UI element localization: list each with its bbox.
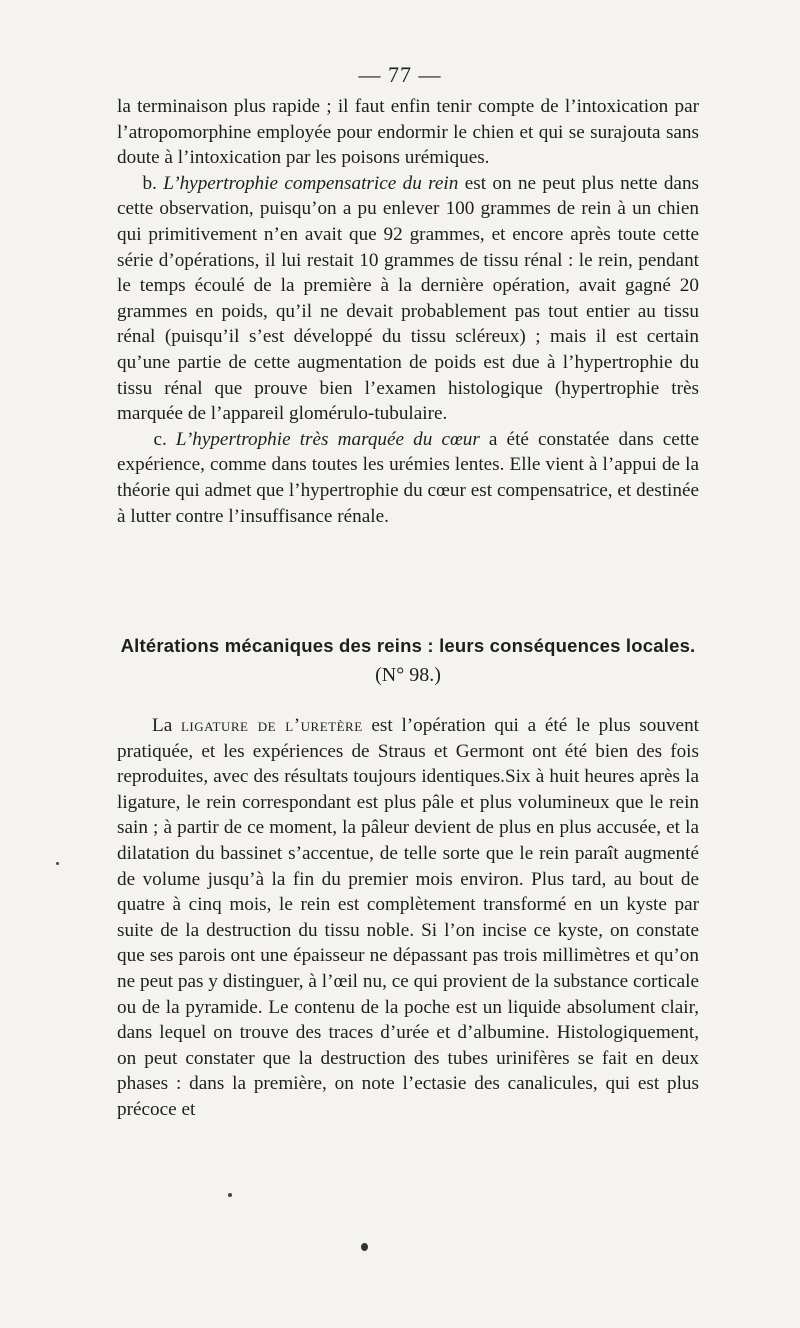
paragraph-lead: La: [151, 715, 181, 736]
paragraph-intoxication: la terminaison plus rapide ; il faut enfin tenir compte de l’intoxication par l’atropomorphine employée pour endormir le chien et qui se surajouta sans doute à l’intoxication par les poisons urémiques.: [117, 96, 699, 169]
item-label-b: b.: [142, 172, 157, 194]
ink-speck: [361, 1243, 368, 1251]
paragraph-ureter-ligature: [117, 713, 699, 1123]
paragraph-b-text: est on ne peut plus nette dans cette observation, puisqu’on a pu enlever 100 grammes de rein à un chien qui primitivement n’en avait que 92 grammes, et encore après toute cette série d’opérations, il lui restait 10 grammes de tissu rénal : le rein, pendant le temps écoulé de la première à la dernière opération, avait gagné 20 grammes en poids, qu’il ne devait probablement pas tout entier au tissu rénal (puisqu’il s’est développé du tissu scléreux) ; mais il est certain qu’une partie de cette augmentation de poids est due à l’hypertrophie du tissu rénal que prouve bien l’examen histologique (hypertrophie très marquée de l’appareil glomérulo-tubulaire.: [117, 172, 700, 425]
section-2-body: [117, 713, 699, 1123]
item-label-c: c.: [153, 428, 167, 450]
ink-speck: [56, 862, 59, 865]
paragraph-ureter-text: est l’opération qui a été le plus souvent pratiquée, et les expériences de Straus et Germont ont été bien des fois reproduites, avec des résultats toujours identiques.Six à huit heures après la ligature, le rein correspondant est plus pâle et plus volumineux que le rein sain ; à partir de ce moment, la pâleur devient de plus en plus accusée, et la dilatation du bassinet s’accentue, de telle sorte que le rein paraît augmenté de volume jusqu’à la fin du premier mois environ. Plus tard, au bout de quatre à cinq mois, le rein est complètement transformé en un kyste par suite de la destruction du tissu noble. Si l’on incise ce kyste, on constate que ses parois ont une épaisseur ne dépassant pas trois millimètres et qu’on ne peut pas y distinguer, à l’œil nu, ce qui provient de la substance corticale ou de la pyramide. Le contenu de la poche est un liquide absolument clair, dans lequel on trouve des traces d’urée et d’albumine. Histologiquement, on peut constater que la destruction des tubes urinifères se fait en deux phases : dans la première, on note l’ectasie des canalicules, qui est plus précoce et: [117, 715, 699, 1120]
paragraph-c-text: a été constatée dans cette expérience, comme dans toutes les urémies lentes. Elle vient à l’appui de la théorie qui admet que l’hypertrophie du cœur est compensatrice, et destinée à lutter contre l’insuffisance rénale.: [117, 428, 700, 527]
section-1-body: [117, 94, 699, 529]
term-renal-hypertrophy: L’hypertrophie compensatrice du rein: [163, 172, 459, 194]
page-number: — 77 —: [358, 62, 442, 87]
term-heart-hypertrophy: L’hypertrophie très marquée du cœur: [175, 428, 480, 450]
section-subheading: (N° 98.): [375, 664, 441, 686]
paragraph-c-heart-hypertrophy: [117, 427, 699, 529]
paragraph-b-renal-hypertrophy: [117, 171, 699, 427]
ink-speck: [228, 1193, 232, 1197]
section-heading: Altérations mécaniques des reins : leurs conséquences locales.: [120, 635, 696, 656]
term-ureter-ligature: ligature de l’uretère: [180, 715, 363, 736]
